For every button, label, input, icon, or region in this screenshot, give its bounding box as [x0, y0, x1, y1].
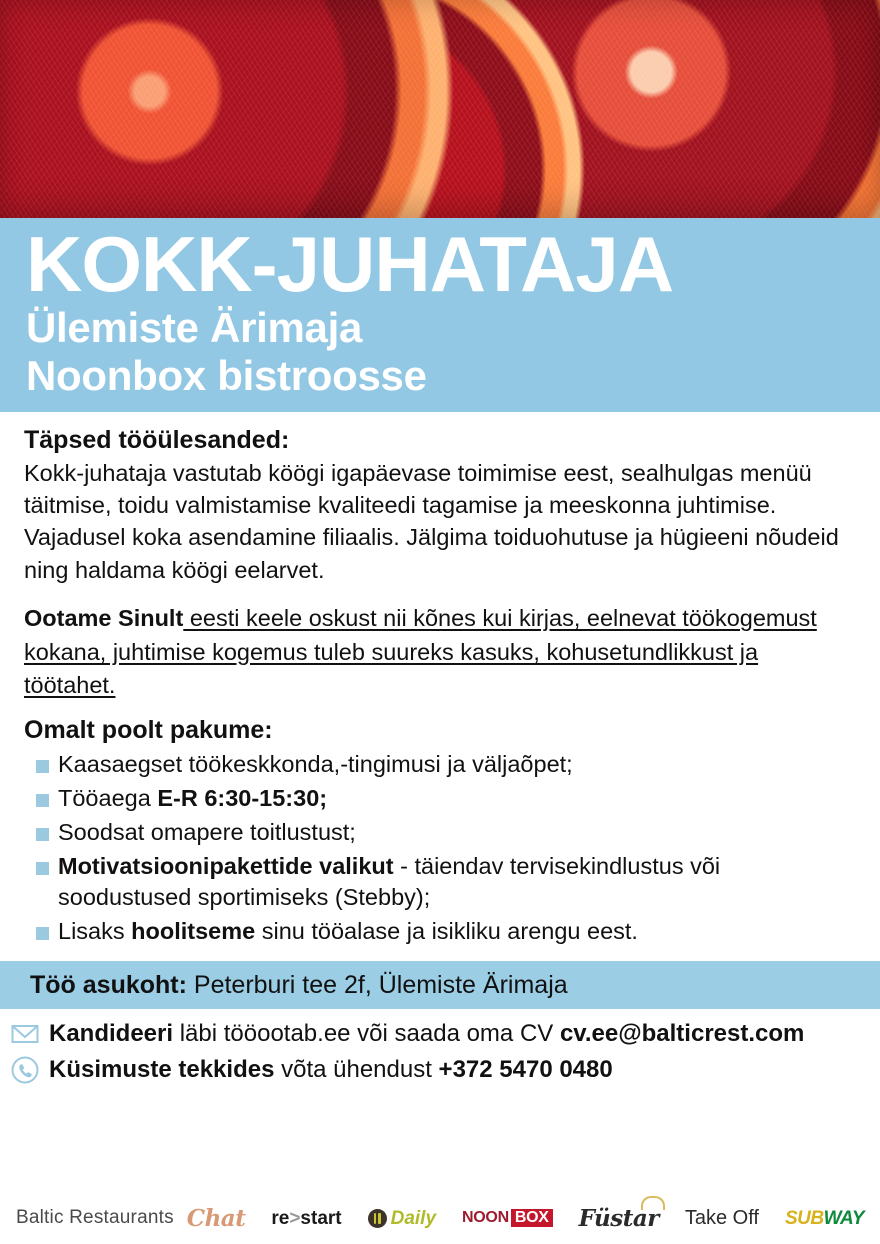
expectations-lead: Ootame Sinult [24, 605, 184, 632]
apply-middle: läbi tööootab.ee või saada oma CV [173, 1019, 560, 1047]
brand-logo-strip [186, 1204, 864, 1232]
fustar-logo [578, 1204, 659, 1232]
bullet-square-icon [36, 862, 49, 875]
restart-logo-b: start [300, 1207, 342, 1229]
apply-text [49, 1020, 804, 1049]
subway-logo-b: WAY [823, 1207, 864, 1229]
offer-block [24, 716, 856, 947]
subtitle-line-1: Ülemiste Ärimaja [26, 304, 363, 352]
fustar-logo-text: Füstar [578, 1204, 659, 1232]
hero-photo-vignette [0, 0, 880, 218]
location-band [0, 961, 880, 1009]
subtitle-line-2: Noonbox bistroosse [26, 352, 427, 400]
noonbox-logo-a: NOON [462, 1209, 509, 1226]
noonbox-logo [462, 1209, 553, 1227]
restart-logo [271, 1209, 341, 1228]
bullet-square-icon [36, 760, 49, 773]
questions-middle: võta ühendust [274, 1055, 439, 1083]
subway-logo-a: SUB [785, 1207, 824, 1229]
chat-logo: Chat [186, 1204, 246, 1232]
contact-block [0, 1009, 880, 1085]
location-label: Töö asukoht: [30, 971, 187, 1000]
apply-email[interactable]: cv.ee@balticrest.com [559, 1019, 805, 1047]
expectations-block [24, 602, 856, 702]
offer-item-emphasis: Motivatsioonipakettide valikut [58, 853, 394, 880]
location-value: Peterburi tee 2f, Ülemiste Ärimaja [193, 971, 568, 1000]
offer-item-text: Lisaks [58, 918, 132, 945]
offer-list-item [24, 783, 856, 814]
offer-item-text: Soodsat omapere toitlustust; [58, 819, 356, 846]
questions-lead: Küsimuste tekkides [49, 1055, 275, 1083]
noonbox-logo-b: BOX [511, 1209, 553, 1227]
offer-item-text-tail: - täiendav tervisekindlustus või soodustused sportimiseks (Stebby); [58, 853, 721, 911]
title-band [0, 218, 880, 412]
daily-cutlery-icon [368, 1209, 387, 1228]
apply-lead: Kandideeri [49, 1019, 174, 1047]
subway-logo [785, 1209, 864, 1228]
offer-item-text-tail: sinu tööalase ja isikliku arengu eest. [255, 918, 638, 945]
offer-item-text: Tööaega [58, 785, 158, 812]
hero-photo-blood-oranges [0, 0, 880, 218]
bullet-square-icon [36, 828, 49, 841]
company-name: Baltic Restaurants [16, 1207, 174, 1228]
offer-list-item [24, 817, 856, 848]
phone-icon [10, 1055, 40, 1085]
restart-logo-gt: > [289, 1207, 301, 1229]
expectations-text: eesti keele oskust nii kõnes kui kirjas, eelnevat töökogemust kokana, juhtimise kogemus tuleb suureks kasuks, kohusetundlikkust ja töötahet. [24, 605, 817, 698]
offer-list [24, 749, 856, 947]
takeoff-logo: Take Off [684, 1207, 759, 1229]
tasks-paragraph: Kokk-juhataja vastutab köögi igapäevase toimimise eest, sealhulgas menüü täitmise, toidu valmistamise kvaliteedi tagamise ja meeskonna juhtimise. Vajadusel koka asendamine filiaalis. Jälgima toiduohutuse ja hügieeni nõudeid ning haldama köögi eelarvet. [24, 459, 839, 583]
bullet-square-icon [36, 794, 49, 807]
offer-list-item [24, 916, 856, 947]
page-title: KOKK-JUHATAJA [26, 220, 674, 308]
offer-list-item [24, 851, 856, 913]
bullet-square-icon [36, 927, 49, 940]
tasks-heading: Täpsed tööülesanded: [24, 425, 290, 454]
chef-hat-icon [641, 1196, 665, 1210]
offer-list-item [24, 749, 856, 780]
footer-bar [0, 1192, 880, 1244]
questions-text [49, 1056, 613, 1085]
contact-row-questions [10, 1055, 868, 1085]
questions-phone[interactable]: +372 5470 0480 [438, 1055, 613, 1083]
envelope-icon [10, 1019, 40, 1049]
offer-item-emphasis: E-R 6:30-15:30; [157, 785, 328, 812]
offer-item-emphasis: hoolitseme [131, 918, 256, 945]
offer-item-text: Kaasaegset töökeskkonda,-tingimusi ja väljaõpet; [58, 751, 573, 778]
poster-body [0, 412, 880, 947]
contact-row-apply [10, 1019, 868, 1049]
daily-logo [368, 1209, 436, 1228]
restart-logo-a: re [271, 1207, 290, 1229]
daily-logo-text: Daily [390, 1207, 437, 1229]
offer-heading: Omalt poolt pakume: [24, 716, 273, 745]
